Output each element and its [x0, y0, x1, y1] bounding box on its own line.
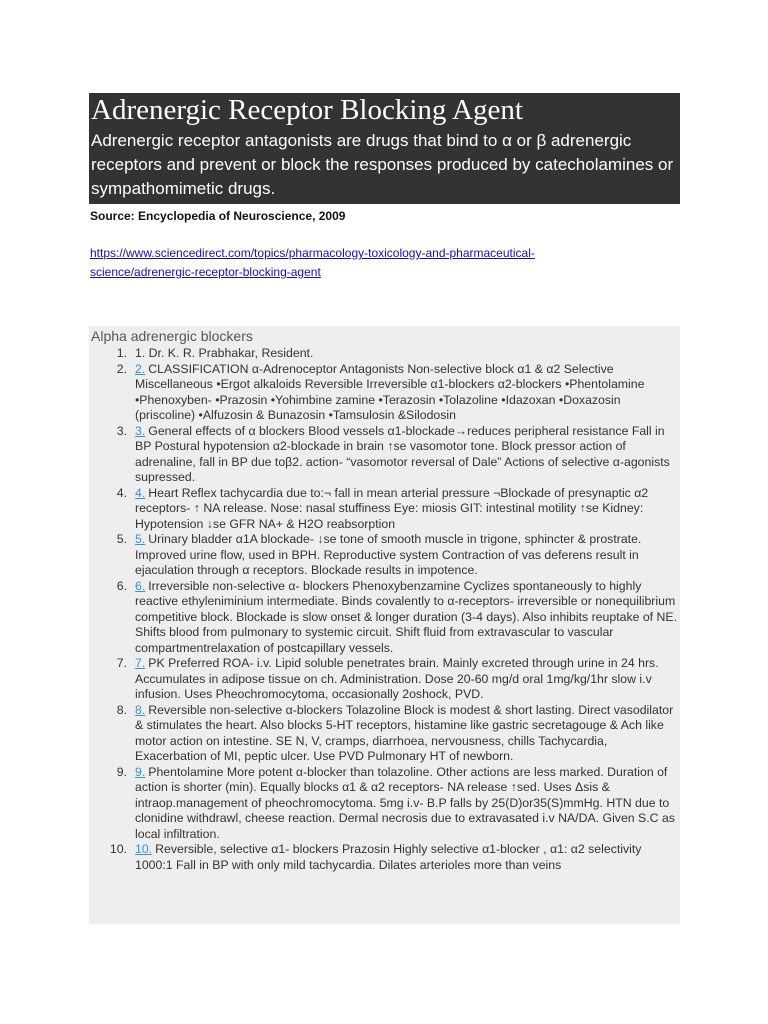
- list-item-number: 7.: [116, 656, 127, 670]
- list-item-number: 5.: [116, 532, 127, 546]
- alpha-blockers-section: [89, 326, 680, 924]
- item-link[interactable]: 6.: [135, 578, 146, 593]
- list-item-text: Reversible, selective α1- blockers Prazosin Highly selective α1-blocker , α1: α2 selectivity 1000:1 Fall in BP with only mild tachycardia. Dilates arterioles more than veins: [135, 842, 642, 872]
- header-banner: [89, 93, 680, 204]
- list-item-text: Heart Reflex tachycardia due to:¬ fall in mean arterial pressure ¬Blockade of presynaptic α2 receptors- ↑ NA release. Nose: nasal stuffiness Eye: miosis GIT: intestinal motility ↑se Kidney: Hypotension ↓se GFR NA+ & H2O reabsorption: [135, 485, 649, 531]
- list-item-text: Urinary bladder α1A blockade- ↓se tone of smooth muscle in trigone, sphincter & prostrate. Improved urine flow, used in BPH. Reproductive system Contraction of vas deferens result in ejaculation through α receptors. Blockade results in impotence.: [135, 532, 642, 577]
- sciencedirect-link[interactable]: https://www.sciencedirect.com/topics/pharmacology-toxicology-and-pharmaceutical-science/adrenergic-receptor-blocking-agent: [90, 246, 535, 279]
- list-item-text: General effects of α blockers Blood vessels α1-blockade→reduces peripheral resistance Fall in BP Postural hypotension α2-blockade in brain ↑se vasomotor tone. Block pressor action of adrenaline, fall in BP due toβ2. action- “vasomotor reversal of Dale” Actions of selective α-agonists supressed.: [135, 423, 670, 484]
- list-item: [89, 656, 680, 703]
- list-item: [89, 486, 680, 533]
- list-item-text: PK Preferred ROA- i.v. Lipid soluble penetrates brain. Mainly excreted through urine in 24 hrs. Accumulates in adipose tissue on ch. Administration. Dose 20-60 mg/d oral 1mg/kg/1hr slow i.v infusion. Uses Pheochromocytoma, occasionally 2oshock, PVD.: [135, 656, 659, 701]
- list-item: [89, 703, 680, 765]
- list-item-text: Reversible non-selective α-blockers Tolazoline Block is modest & short lasting. Direct vasodilator & stimulates the heart. Also blocks 5-HT receptors, histamine like gastric secretagouge & Ach like motor action on intestine. SE N, V, cramps, diarrhoea, nervousness, chills Tachycardia, Exacerbation of MI, peptic ulcer. Use PVD Pulmonary HT of newborn.: [135, 702, 674, 763]
- list-item-number: 8.: [116, 702, 127, 717]
- list-item-number: 4.: [116, 485, 127, 500]
- list-item-text: Irreversible non-selective α- blockers Phenoxybenzamine Cyclizes spontaneously to highly reactive ethyleniminium intermediate. Binds covalently to α-receptors- irreversible or nonequilibrium competitive block. Blockade is slow onset & longer duration (3-4 days). Also inhibits reuptake of NE. Shifts blood from pulmonary to systemic circuit. Shift fluid from extravascular to vascular compartmentrelaxation of postcapillary vessels.: [135, 578, 678, 655]
- list-item: [89, 346, 680, 362]
- numbered-list: [89, 346, 680, 873]
- list-item-text: 1. Dr. K. R. Prabhakar, Resident.: [135, 346, 314, 360]
- section-title: Alpha adrenergic blockers: [91, 328, 253, 344]
- item-link[interactable]: 4.: [135, 485, 146, 500]
- list-item-text: CLASSIFICATION α-Adrenoceptor Antagonists Non-selective block α1 & α2 Selective Miscellaneous •Ergot alkaloids Reversible Irreversible α1-blockers α2-blockers •Phentolamine •Phenoxyben- •Prazosin •Yohimbine zamine •Terazosin •Tolazoline •Idazoxan •Doxazosin (priscoline) •Alfuzosin & Bunazosin •Tamsulosin &Silodosin: [135, 361, 645, 422]
- item-link[interactable]: 3.: [135, 423, 146, 438]
- list-item: [89, 532, 680, 579]
- list-item-number: 9.: [116, 764, 127, 779]
- list-item: [89, 362, 680, 424]
- list-item-number: 6.: [116, 578, 127, 593]
- item-link[interactable]: 5.: [135, 532, 146, 546]
- header-description: Adrenergic receptor antagonists are drugs that bind to α or β adrenergic receptors and prevent or block the responses produced by catecholamines or sympathomimetic drugs.: [91, 131, 674, 198]
- list-item: [89, 842, 680, 873]
- list-item: [89, 424, 680, 486]
- list-item: [89, 765, 680, 843]
- item-link[interactable]: 10.: [135, 842, 153, 856]
- item-link[interactable]: 2.: [135, 361, 146, 376]
- item-link[interactable]: 9.: [135, 764, 146, 779]
- page-title: Adrenergic Receptor Blocking Agent: [91, 94, 523, 126]
- list-item: [89, 579, 680, 657]
- item-link[interactable]: 8.: [135, 702, 146, 717]
- list-item-number: 3.: [116, 423, 127, 438]
- item-link[interactable]: 7.: [135, 656, 146, 670]
- list-item-number: 2.: [116, 361, 127, 376]
- list-item-text: Phentolamine More potent α-blocker than tolazoline. Other actions are less marked. Duration of action is shorter (min). Equally blocks α1 & α2 receptors- NA release ↑sed. Uses Δsis & intraop.management of pheochromocytoma. 5mg i.v- B.P falls by 25(D)or35(S)mmHg. HTN due to clonidine withdrawl, cheese reaction. Dermal necrosis due to extravasated i.v NA/DA. Given S.C as local infiltration.: [135, 764, 675, 841]
- source-citation: Source: Encyclopedia of Neuroscience, 2009: [90, 209, 346, 223]
- list-item-number: 10.: [109, 842, 127, 856]
- list-item-number: 1.: [116, 346, 127, 360]
